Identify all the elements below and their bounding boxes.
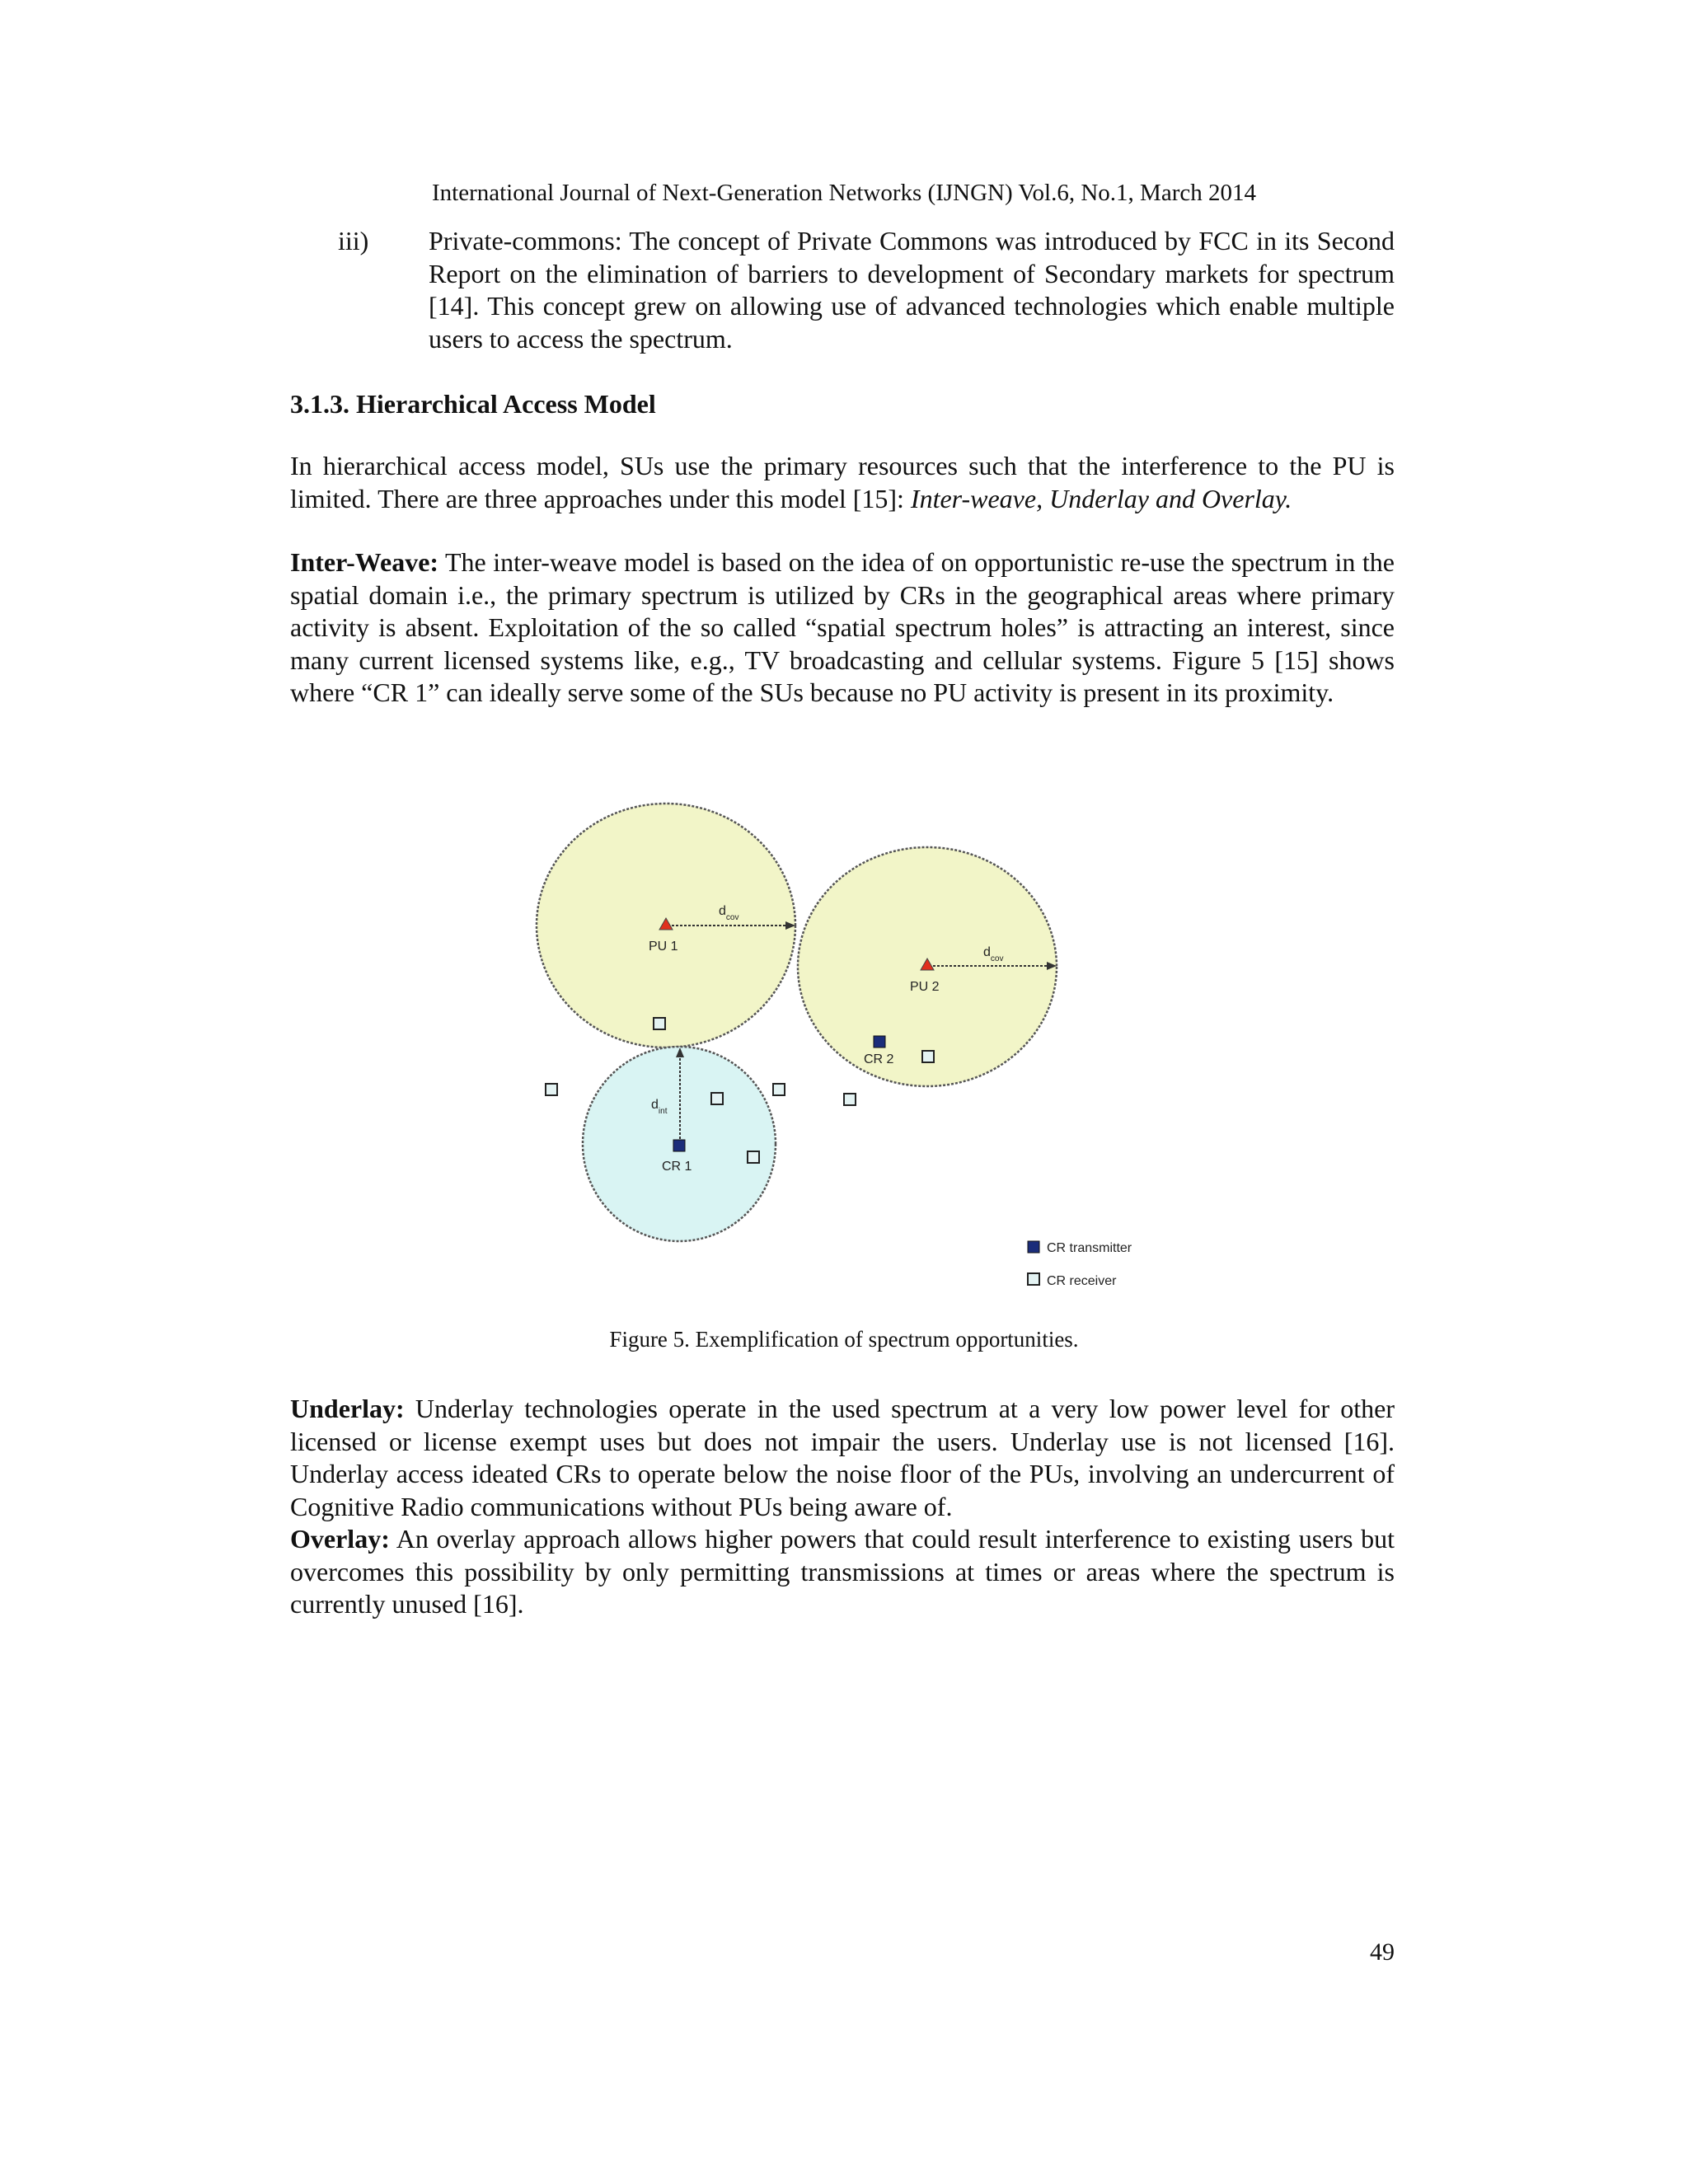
cr-receiver-icon <box>773 1084 785 1095</box>
list-item-number: iii) <box>338 226 369 255</box>
overlay-label: Overlay: <box>290 1524 390 1554</box>
cr2-label: CR 2 <box>864 1052 894 1066</box>
intro-text: In hierarchical access model, SUs use the primary resources such that the interference to the PU is limited. There are three approaches under this model [15]: <box>290 451 1395 513</box>
interweave-label: Inter-Weave: <box>290 547 439 577</box>
cr-receiver-icon <box>844 1094 856 1105</box>
section-heading: 3.1.3. Hierarchical Access Model <box>290 389 656 419</box>
legend-transmitter-icon <box>1028 1241 1039 1253</box>
list-item-private-commons: Private-commons: The concept of Private Commons was introduced by FCC in its Second Report on the elimination of barriers to development of Secondary markets for spectrum [14]. This concept grew on allowing use of advanced technologies which enable multiple users to access the spectrum. <box>429 226 1395 354</box>
figure-spectrum-opportunities <box>528 799 1170 1294</box>
legend-receiver-icon <box>1028 1273 1039 1285</box>
cr1-label: CR 1 <box>662 1160 692 1174</box>
dcov-label-1: $d_{cov}$ <box>719 904 739 922</box>
pu2-label: PU 2 <box>910 980 940 994</box>
underlay-label: Underlay: <box>290 1394 405 1423</box>
cr-receiver-icon <box>711 1093 723 1104</box>
cr2-transmitter-icon <box>874 1036 885 1047</box>
cr-receiver-icon <box>748 1151 759 1163</box>
page-number: 49 <box>1370 1938 1395 1966</box>
cr1-transmitter-icon <box>673 1140 685 1151</box>
underlay-text: Underlay technologies operate in the used spectrum at a very low power level for other licensed or license exempt uses but does not impair the users. Underlay use is not licensed [16]. Underlay access ideated CRs to operate below the noise floor of the PUs, involving an undercurrent of Cognitive Radio communications without PUs being aware of. <box>290 1394 1395 1521</box>
overlay-paragraph <box>290 1523 1395 1621</box>
intro-paragraph <box>290 450 1395 515</box>
cr-receiver-icon <box>922 1051 934 1062</box>
underlay-paragraph <box>290 1393 1395 1523</box>
dint-label: $d_{int}$ <box>651 1098 668 1116</box>
pu1-label: PU 1 <box>649 940 678 954</box>
legend-transmitter-label: CR transmitter <box>1047 1241 1132 1255</box>
intro-approaches: Inter-weave, Underlay and Overlay. <box>910 483 1292 513</box>
interweave-paragraph <box>290 546 1395 710</box>
dcov-label-2: $d_{cov}$ <box>983 945 1004 963</box>
interweave-text: The inter-weave model is based on the idea of on opportunistic re-use the spectrum in the spatial domain i.e., the primary spectrum is utilized by CRs in the geographical areas where primary activity is absent. Exploitation of the so called “spatial spectrum holes” is attracting an interest, since many current licensed systems like, e.g., TV broadcasting and cellular systems. Figure 5 [15] shows where “CR 1” can ideally serve some of the SUs because no PU activity is present in its proximity. <box>290 547 1395 707</box>
figure-caption: Figure 5. Exemplification of spectrum opportunities. <box>609 1327 1079 1352</box>
cr-receiver-icon <box>546 1084 557 1095</box>
overlay-text: An overlay approach allows higher powers that could result interference to existing users but overcomes this possibility by only permitting transmissions at times or areas where the spectrum is currently unused [16]. <box>290 1524 1395 1619</box>
legend-receiver-label: CR receiver <box>1047 1274 1117 1288</box>
running-header: International Journal of Next-Generation Networks (IJNGN) Vol.6, No.1, March 2014 <box>431 180 1256 206</box>
cr-receiver-icon <box>654 1018 665 1029</box>
